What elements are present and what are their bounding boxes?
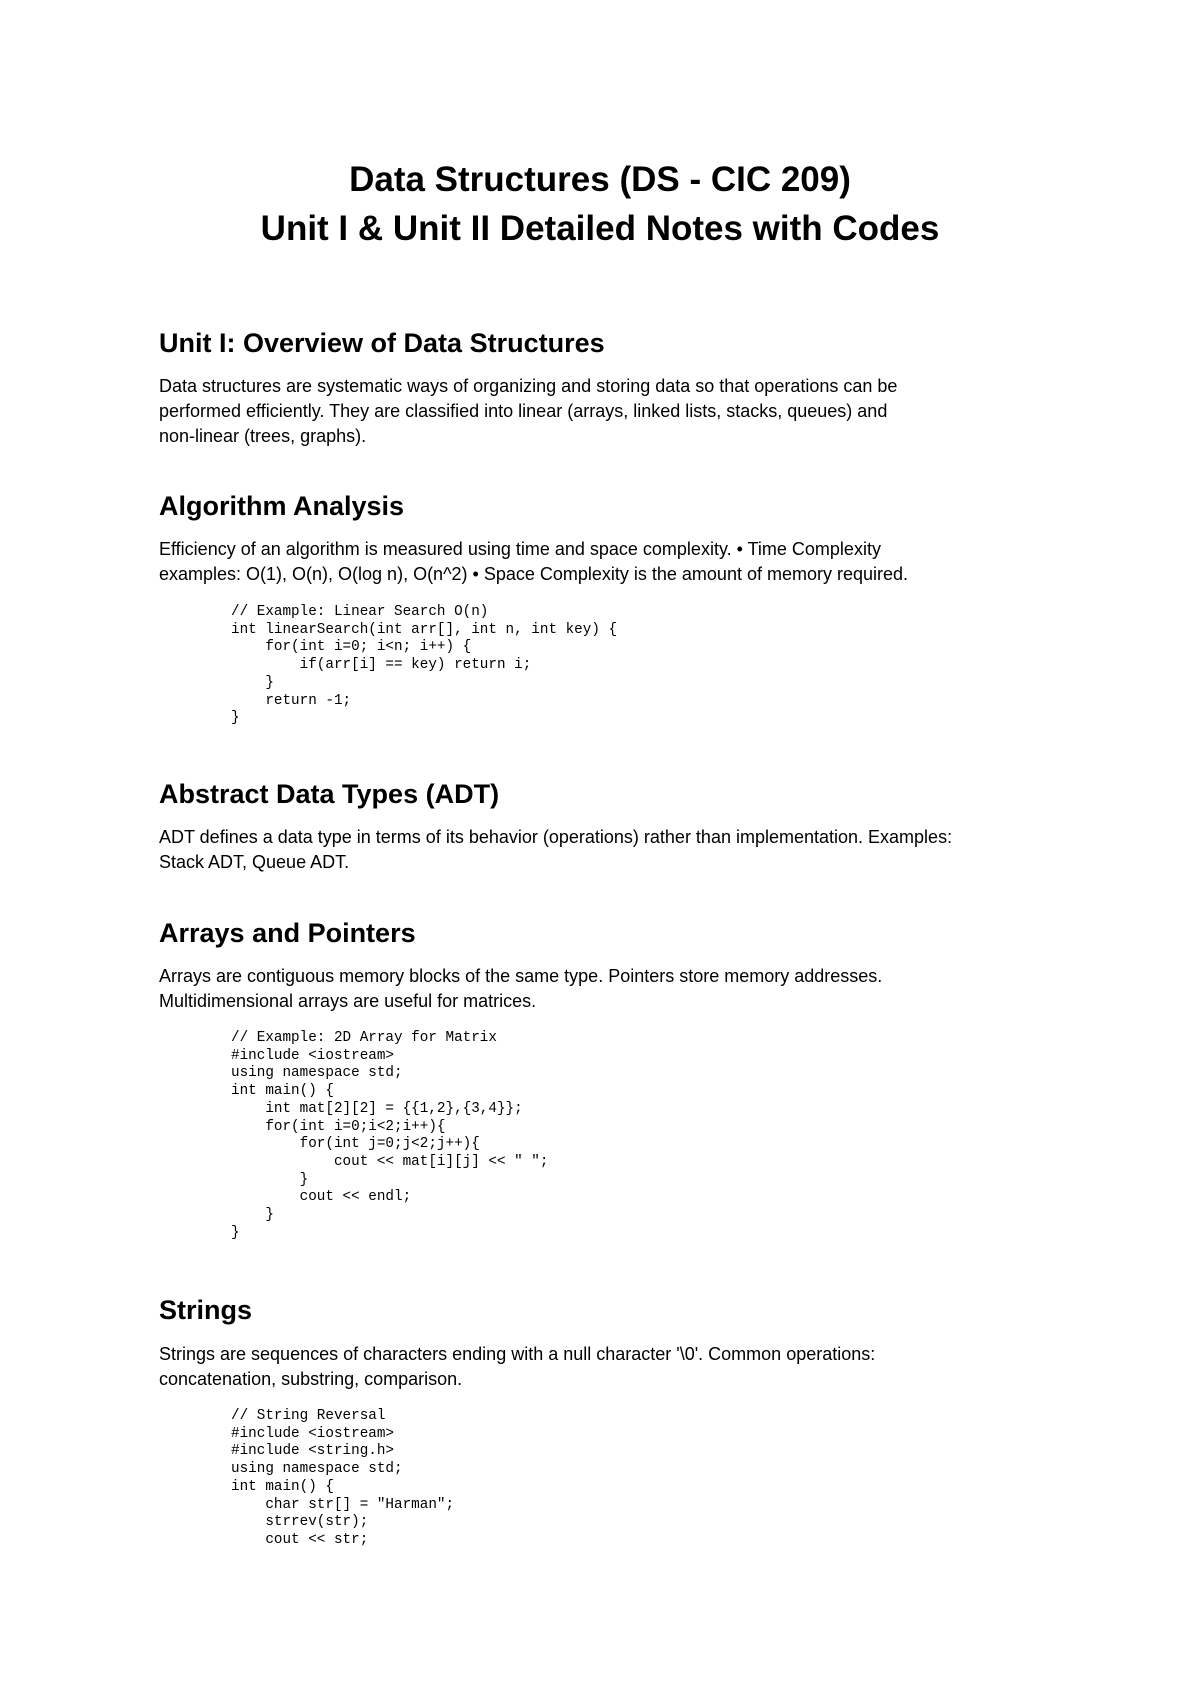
section-paragraph-strings — [159, 1342, 1059, 1392]
section-paragraph-arrays-pointers — [159, 964, 1059, 1014]
section-paragraph-algorithm-analysis — [159, 537, 1059, 587]
paragraph-line: Arrays are contiguous memory blocks of the same type. Pointers store memory addresses. — [159, 966, 883, 986]
document-subtitle: Unit I & Unit II Detailed Notes with Codes — [260, 209, 940, 248]
paragraph-line: concatenation, substring, comparison. — [159, 1369, 463, 1389]
document-title: Data Structures (DS - CIC 209) — [349, 160, 851, 199]
paragraph-line: Strings are sequences of characters ending with a null character '\0'. Common operations: — [159, 1344, 876, 1364]
paragraph-line: Data structures are systematic ways of organizing and storing data so that operations can be — [159, 376, 898, 396]
section-heading-arrays-pointers: Arrays and Pointers — [159, 918, 416, 948]
paragraph-line: Stack ADT, Queue ADT. — [159, 852, 350, 872]
code-block-2d-array: // Example: 2D Array for Matrix #include <iostream> using namespace std; int main() { int mat[2][2] = {{1,2},{3,4}}; for(int i=0;i<2;i++){ for(int j=0;j<2;j++){ cout << mat[i][j] << " "; } cout << endl; } } — [231, 1030, 549, 1241]
section-heading-overview: Unit I: Overview of Data Structures — [159, 328, 605, 358]
code-block-linear-search: // Example: Linear Search O(n) int linearSearch(int arr[], int n, int key) { for(int i=0; i<n; i++) { if(arr[i] == key) return i; } return -1; } — [231, 604, 618, 727]
section-paragraph-overview — [159, 374, 1059, 449]
paragraph-line: examples: O(1), O(n), O(log n), O(n^2) • Space Complexity is the amount of memory required. — [159, 564, 909, 584]
paragraph-line: ADT defines a data type in terms of its behavior (operations) rather than implementation. Examples: — [159, 827, 953, 847]
section-paragraph-adt — [159, 825, 1059, 875]
paragraph-line: performed efficiently. They are classified into linear (arrays, linked lists, stacks, queues) and — [159, 401, 888, 421]
paragraph-line: non-linear (trees, graphs). — [159, 426, 367, 446]
paragraph-line: Multidimensional arrays are useful for matrices. — [159, 991, 537, 1011]
section-heading-algorithm-analysis: Algorithm Analysis — [159, 491, 405, 521]
section-heading-strings: Strings — [159, 1295, 253, 1325]
code-block-string-reversal: // String Reversal #include <iostream> #include <string.h> using namespace std; int main() { char str[] = "Harman"; strrev(str); cout << str; — [231, 1408, 455, 1548]
paragraph-line: Efficiency of an algorithm is measured using time and space complexity. • Time Complexity — [159, 539, 881, 559]
section-heading-adt: Abstract Data Types (ADT) — [159, 779, 500, 809]
